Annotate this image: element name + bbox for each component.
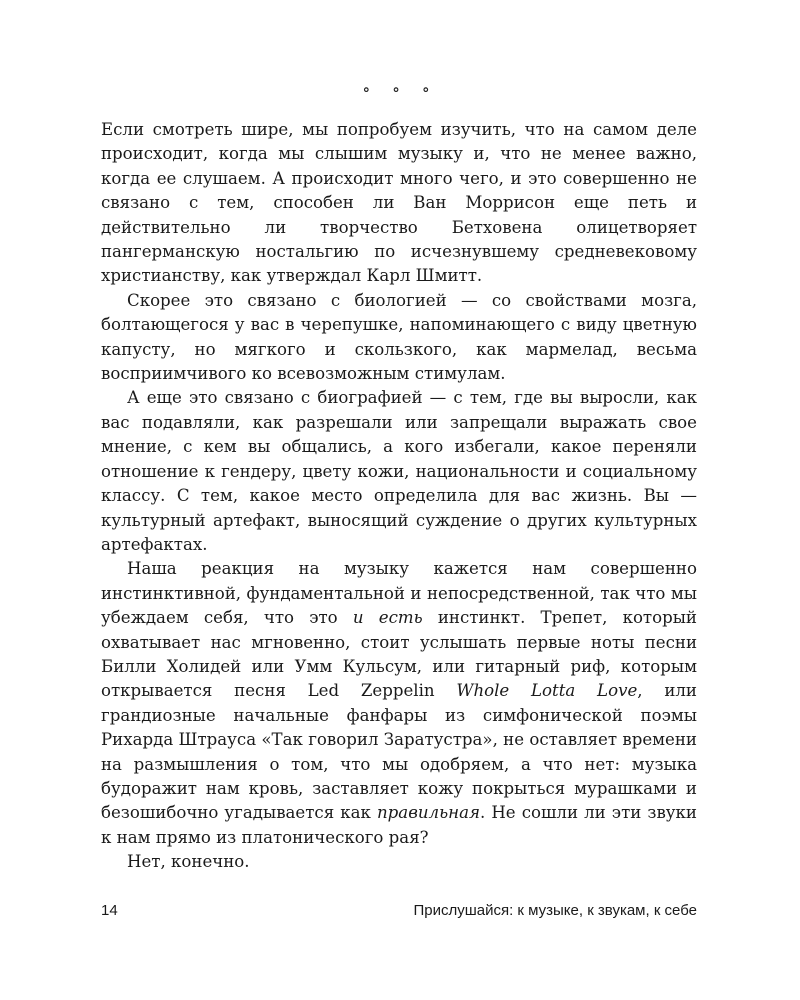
running-title: Прислушайся: к музыке, к звукам, к себе: [413, 902, 697, 919]
page-footer: [101, 902, 697, 926]
paragraph-text: Наша реакция на музыку кажется нам совершенно инстинктивной, фундаментальной и непосредственной, так что мы убеждаем себя, что это: [101, 559, 697, 628]
paragraph-text: Если смотреть шире, мы попробуем изучить, что на самом деле происходит, когда мы слышим музыку и, что не менее важно, когда ее слушаем. А происходит много чего, и это совершенно не связано с тем, способен ли Ван Моррисон еще петь и действительно ли творчество Бетховена олицетворяет пангерманскую ностальгию по исчезнувшему средневековому христианству, как утверждал Карл Шмитт.: [101, 120, 697, 286]
paragraph-text: А еще это связано с биографией — с тем, где вы выросли, как вас подавляли, как разрешали или запрещали выражать свое мнение, с кем вы общались, а кого избегали, какое переняли отношение к гендеру, цвету кожи, национальности и социальному классу. С тем, какое место определила для вас жизнь. Вы — культурный артефакт, выносящий суждение о других культурных артефактах.: [101, 388, 697, 554]
paragraph-2: [101, 289, 697, 387]
paragraph-text: Скорее это связано с биологией — со свойствами мозга, болтающегося у вас в черепушке, напоминающего с виду цветную капусту, но мягкого и скользкого, как мармелад, весьма восприимчивого ко всевозможным стимулам.: [101, 290, 697, 384]
emphasis-text: правильная: [377, 803, 480, 823]
paragraph-text: . Не сошли ли эти звуки к нам прямо из платонического рая?: [101, 803, 697, 847]
song-title: Whole Lotta Love: [456, 681, 638, 701]
paragraph-4: [101, 557, 697, 850]
paragraph-text: Нет, конечно.: [127, 852, 250, 872]
paragraph-1: [101, 118, 697, 289]
page-number: 14: [101, 902, 118, 919]
paragraph-3: [101, 386, 697, 557]
paragraph-text: инстинкт. Трепет, который охватывает нас мгновенно, стоит услышать первые ноты песни Билли Холидей или Умм Кульсум, или гитарный риф, которым открывается песня Led Zeppelin: [101, 608, 697, 701]
body-text: [101, 118, 697, 875]
section-divider: ∘ ∘ ∘: [362, 80, 438, 100]
paragraph-5: [101, 850, 697, 874]
paragraph-text: , или грандиозные начальные фанфары из симфонической поэмы Рихарда Штрауса «Так говорил Заратустра», не оставляет времени на размышления о том, что мы одобряем, а что нет: музыка будоражит нам кровь, заставляет кожу покрыться мурашками и безошибочно угадывается как: [101, 681, 697, 823]
emphasis-text: и есть: [352, 608, 423, 628]
